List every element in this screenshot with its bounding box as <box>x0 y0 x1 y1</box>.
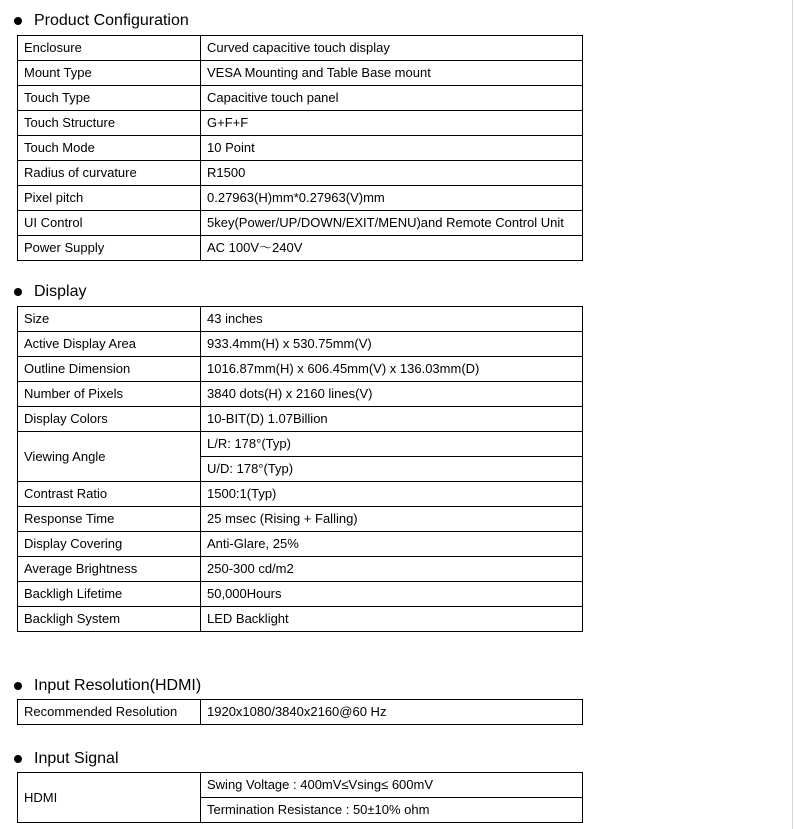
spec-value: AC 100V～240V <box>201 236 583 261</box>
spec-label: Size <box>18 307 201 332</box>
table-row <box>18 111 583 136</box>
product-configuration-table <box>17 35 583 261</box>
spec-label: Average Brightness <box>18 557 201 582</box>
table-row <box>18 407 583 432</box>
spec-label: Display Covering <box>18 532 201 557</box>
spec-value: Anti-Glare, 25% <box>201 532 583 557</box>
spec-value: R1500 <box>201 161 583 186</box>
spec-label: HDMI <box>18 773 201 823</box>
section-heading-input-resolution <box>14 675 201 697</box>
spec-value: L/R: 178°(Typ) <box>201 432 583 457</box>
spec-value: Termination Resistance : 50±10% ohm <box>201 798 583 823</box>
section-heading-input-signal <box>14 748 119 770</box>
table-row <box>18 186 583 211</box>
table-row <box>18 557 583 582</box>
spec-value: 0.27963(H)mm*0.27963(V)mm <box>201 186 583 211</box>
spec-value: 10-BIT(D) 1.07Billion <box>201 407 583 432</box>
page-edge-line <box>792 0 793 829</box>
spec-label: Pixel pitch <box>18 186 201 211</box>
spec-label: Mount Type <box>18 61 201 86</box>
section-title: Display <box>34 283 87 300</box>
spec-label: Contrast Ratio <box>18 482 201 507</box>
table-row <box>18 236 583 261</box>
spec-value: 250-300 cd/m2 <box>201 557 583 582</box>
table-row <box>18 61 583 86</box>
table-row <box>18 582 583 607</box>
table-row <box>18 532 583 557</box>
spec-value: 25 msec (Rising + Falling) <box>201 507 583 532</box>
table-row <box>18 86 583 111</box>
spec-label: Touch Structure <box>18 111 201 136</box>
table-row <box>18 211 583 236</box>
spec-value: LED Backlight <box>201 607 583 632</box>
spec-label: UI Control <box>18 211 201 236</box>
spec-value: 50,000Hours <box>201 582 583 607</box>
table-row <box>18 382 583 407</box>
bullet-icon <box>14 682 22 690</box>
section-heading-display <box>14 281 86 303</box>
spec-value: 1016.87mm(H) x 606.45mm(V) x 136.03mm(D) <box>201 357 583 382</box>
spec-value: VESA Mounting and Table Base mount <box>201 61 583 86</box>
spec-label: Backligh System <box>18 607 201 632</box>
spec-label: Outline Dimension <box>18 357 201 382</box>
bullet-icon <box>14 288 22 296</box>
spec-label: Number of Pixels <box>18 382 201 407</box>
table-row <box>18 136 583 161</box>
spec-label: Response Time <box>18 507 201 532</box>
spec-value: 1920x1080/3840x2160@60 Hz <box>201 700 583 725</box>
input-signal-table <box>17 772 583 823</box>
table-row <box>18 332 583 357</box>
table-row <box>18 432 583 457</box>
spec-label: Recommended Resolution <box>18 700 201 725</box>
spec-value: 10 Point <box>201 136 583 161</box>
spec-label: Touch Mode <box>18 136 201 161</box>
table-row <box>18 607 583 632</box>
spec-value: 43 inches <box>201 307 583 332</box>
section-title: Product Configuration <box>34 12 189 29</box>
spec-label: Display Colors <box>18 407 201 432</box>
spec-value: G+F+F <box>201 111 583 136</box>
spec-label: Touch Type <box>18 86 201 111</box>
table-row <box>18 507 583 532</box>
spec-value: 5key(Power/UP/DOWN/EXIT/MENU)and Remote Control Unit <box>201 211 583 236</box>
table-row <box>18 482 583 507</box>
spec-value: 1500:1(Typ) <box>201 482 583 507</box>
spec-label: Active Display Area <box>18 332 201 357</box>
input-resolution-table <box>17 699 583 725</box>
spec-value: Capacitive touch panel <box>201 86 583 111</box>
table-row <box>18 700 583 725</box>
spec-value: Curved capacitive touch display <box>201 36 583 61</box>
table-row <box>18 36 583 61</box>
spec-label: Viewing Angle <box>18 432 201 482</box>
table-row <box>18 357 583 382</box>
spec-label: Power Supply <box>18 236 201 261</box>
bullet-icon <box>14 17 22 25</box>
table-row <box>18 161 583 186</box>
section-title: Input Signal <box>34 750 119 767</box>
bullet-icon <box>14 755 22 763</box>
spec-label: Backligh Lifetime <box>18 582 201 607</box>
section-heading-product-configuration <box>14 10 189 32</box>
section-title: Input Resolution(HDMI) <box>34 677 202 694</box>
spec-label: Enclosure <box>18 36 201 61</box>
spec-value: U/D: 178°(Typ) <box>201 457 583 482</box>
spec-value: Swing Voltage : 400mV≤Vsing≤ 600mV <box>201 773 583 798</box>
table-row <box>18 773 583 798</box>
table-row <box>18 307 583 332</box>
display-table <box>17 306 583 632</box>
spec-value: 933.4mm(H) x 530.75mm(V) <box>201 332 583 357</box>
spec-label: Radius of curvature <box>18 161 201 186</box>
spec-value: 3840 dots(H) x 2160 lines(V) <box>201 382 583 407</box>
